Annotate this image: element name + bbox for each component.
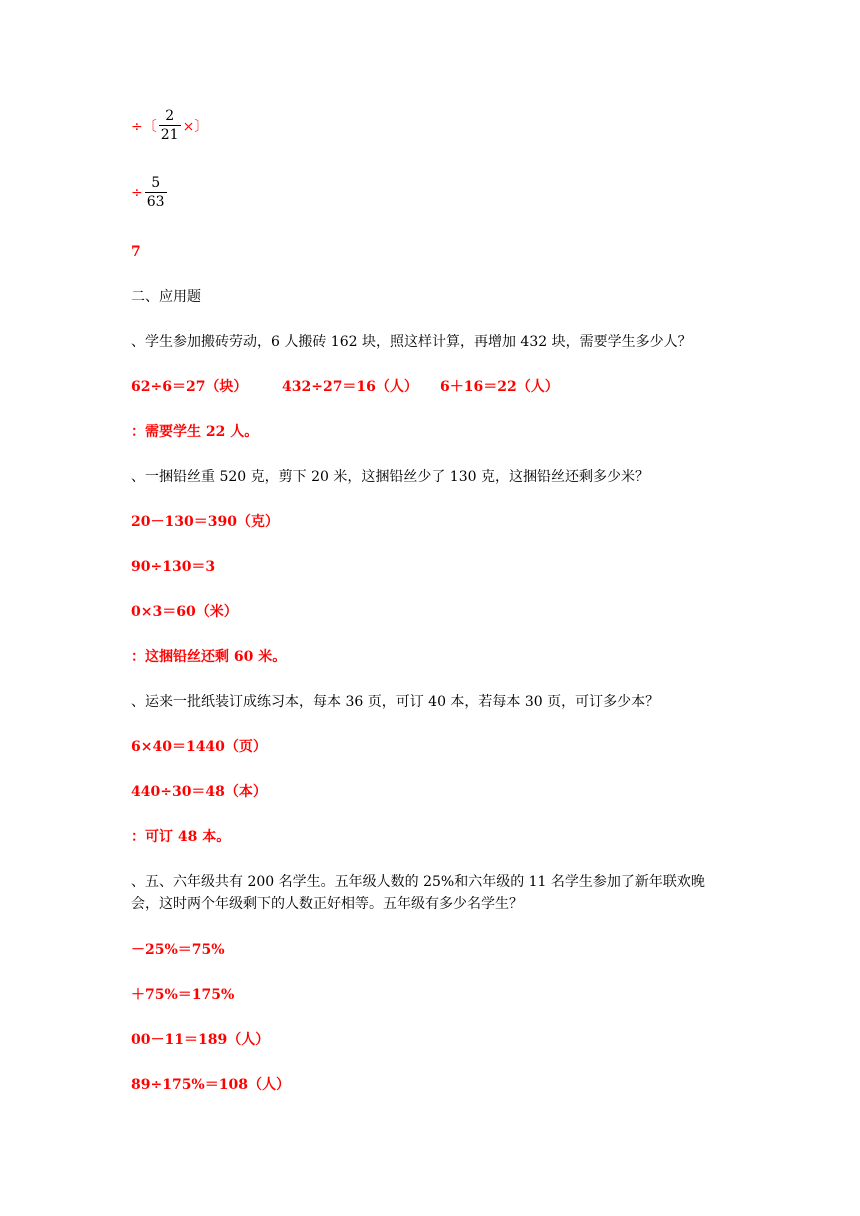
problem-3-step-2: 440÷30＝48（本） (131, 784, 267, 800)
expression-prefix: ÷ (131, 184, 143, 201)
problem-3-question: 、运来一批纸装订成练习本，每本 36 页，可订 40 本，若每本 30 页，可订多少本？ (131, 694, 660, 710)
problem-3-step-1: 6×40＝1440（页） (131, 739, 267, 755)
problem-4-step-3: 00－11＝189（人） (131, 1032, 270, 1048)
fraction (145, 175, 167, 210)
expression-row-2 (131, 175, 169, 210)
problem-1-answer: ：需要学生 22 人。 (131, 424, 259, 440)
problem-2-question: 、一捆铅丝重 520 克，剪下 20 米，这捆铅丝少了 130 克，这捆铅丝还剩多少米？ (131, 469, 649, 485)
section-title: 二、应用题 (131, 289, 201, 305)
problem-1-question: 、学生参加搬砖劳动，6 人搬砖 162 块，照这样计算，再增加 432 块，需要学生多少人？ (131, 334, 692, 350)
fraction (159, 108, 181, 143)
problem-2-answer: ：这捆铅丝还剩 60 米。 (131, 649, 287, 665)
fraction-denominator: 21 (160, 127, 179, 143)
problem-1-step-3: 6＋16＝22（人） (440, 379, 559, 395)
problem-4-step-2: ＋75%＝175% (131, 987, 235, 1003)
fraction-bar (159, 125, 181, 126)
expression-result: 7 (131, 244, 141, 260)
fraction-bar (145, 192, 167, 193)
problem-2-step-3: 0×3＝60（米） (131, 604, 238, 620)
expression-row-1 (131, 108, 208, 143)
fraction-numerator: 5 (151, 175, 161, 191)
problem-3-answer: ：可订 48 本。 (131, 829, 231, 845)
fraction-numerator: 2 (165, 108, 175, 124)
problem-1-step-2: 432÷27＝16（人） (282, 379, 418, 395)
fraction-denominator: 63 (146, 194, 165, 210)
problem-4-step-1: －25%＝75% (131, 942, 225, 958)
expression-prefix: ÷〔 (131, 118, 157, 135)
problem-2-step-1: 20－130＝390（克） (131, 514, 279, 530)
problem-2-step-2: 90÷130＝3 (131, 559, 216, 575)
problem-4-question: 、五、六年级共有 200 名学生。五年级人数的 25%和六年级的 11 名学生参加了新年联欢晚会，这时两个年级剩下的人数正好相等。五年级有多少名学生？ (131, 874, 705, 912)
problem-4-step-4: 89÷175%＝108（人） (131, 1077, 290, 1093)
problem-1-step-1: 62÷6＝27（块） (131, 379, 248, 395)
expression-suffix: ×〕 (182, 118, 209, 135)
